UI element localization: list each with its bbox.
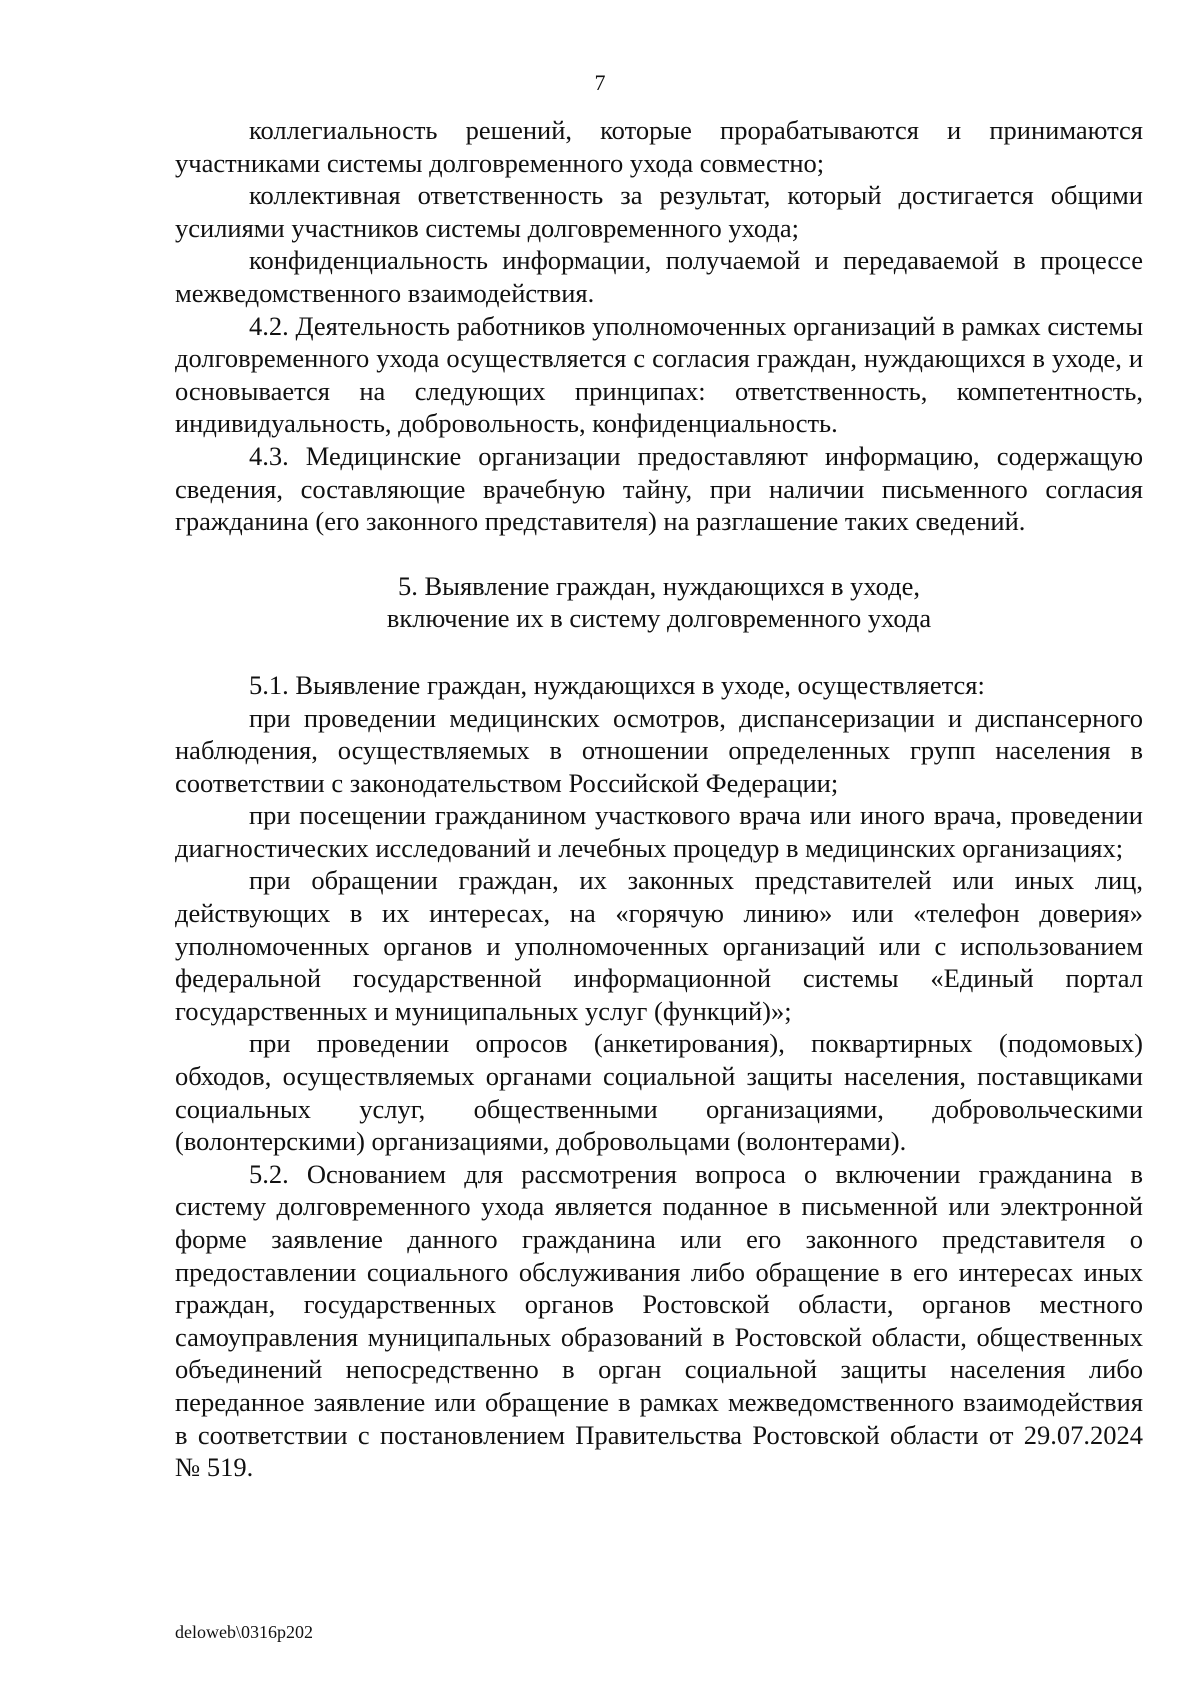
paragraph: коллективная ответственность за результат, который достигается общими усилиями участников системы долговременного ухода; <box>175 180 1143 243</box>
paragraph: коллегиальность решений, которые прорабатываются и принимаются участниками системы долговременного ухода совместно; <box>175 115 1143 178</box>
paragraph: при обращении граждан, их законных представителей или иных лиц, действующих в их интересах, на «горячую линию» или «телефон доверия» уполномоченных органов и уполномоченных организаций или с использованием федеральной государственной информационной системы «Единый портал государственных и муниципальных услуг (функций)»; <box>175 865 1143 1026</box>
paragraph: конфиденциальность информации, получаемой и передаваемой в процессе межведомственного взаимодействия. <box>175 245 1143 308</box>
document-footer-code: deloweb\0316p202 <box>175 1622 313 1642</box>
paragraph-5-1: 5.1. Выявление граждан, нуждающихся в уходе, осуществляется: <box>249 669 985 700</box>
paragraph: при проведении медицинских осмотров, диспансеризации и диспансерного наблюдения, осуществляемых в отношении определенных групп населения в соответствии с законодательством Российской Федерации; <box>175 702 1143 798</box>
paragraph: при посещении гражданином участкового врача или иного врача, проведении диагностических исследований и лечебных процедур в медицинских организациях; <box>175 800 1143 863</box>
paragraph: при проведении опросов (анкетирования), поквартирных (подомовых) обходов, осуществляемых органами социальной защиты населения, поставщиками социальных услуг, общественными организациями, добровольческими (волонтерскими) организациями, добровольцами (волонтерами). <box>175 1028 1143 1157</box>
paragraph-4-3: 4.3. Медицинские организации предоставляют информацию, содержащую сведения, составляющие врачебную тайну, при наличии письменного согласия гражданина (его законного представителя) на разглашение таких сведений. <box>175 440 1143 537</box>
paragraph-4-2: 4.2. Деятельность работников уполномоченных организаций в рамках системы долговременного ухода осуществляется с согласия граждан, нуждающихся в уходе, и основывается на следующих принципах: ответственность, компетентность, индивидуальность, добровольность, конфиденциальность. <box>175 310 1143 439</box>
section-heading-line-1: 5. Выявление граждан, нуждающихся в уходе, <box>397 570 920 601</box>
section-heading <box>175 570 1143 635</box>
paragraph-5-2: 5.2. Основанием для рассмотрения вопроса о включении гражданина в систему долговременного ухода является поданное в письменной или электронной форме заявление данного гражданина или его законного представителя о предоставлении социального обслуживания либо обращение в его интересах иных граждан, государственных органов Ростовской области, органов местного самоуправления муниципальных образований в Ростовской области, общественных объединений непосредственно в орган социальной защиты населения либо переданное заявление или обращение в рамках межведомственного взаимодействия в соответствии с постановлением Правительства Ростовской области от 29.07.2024 № 519. <box>175 1158 1143 1483</box>
document-body <box>175 114 1143 1484</box>
page-number: 7 <box>594 70 606 95</box>
section-heading-line-2: включение их в систему долговременного ухода <box>386 603 932 634</box>
